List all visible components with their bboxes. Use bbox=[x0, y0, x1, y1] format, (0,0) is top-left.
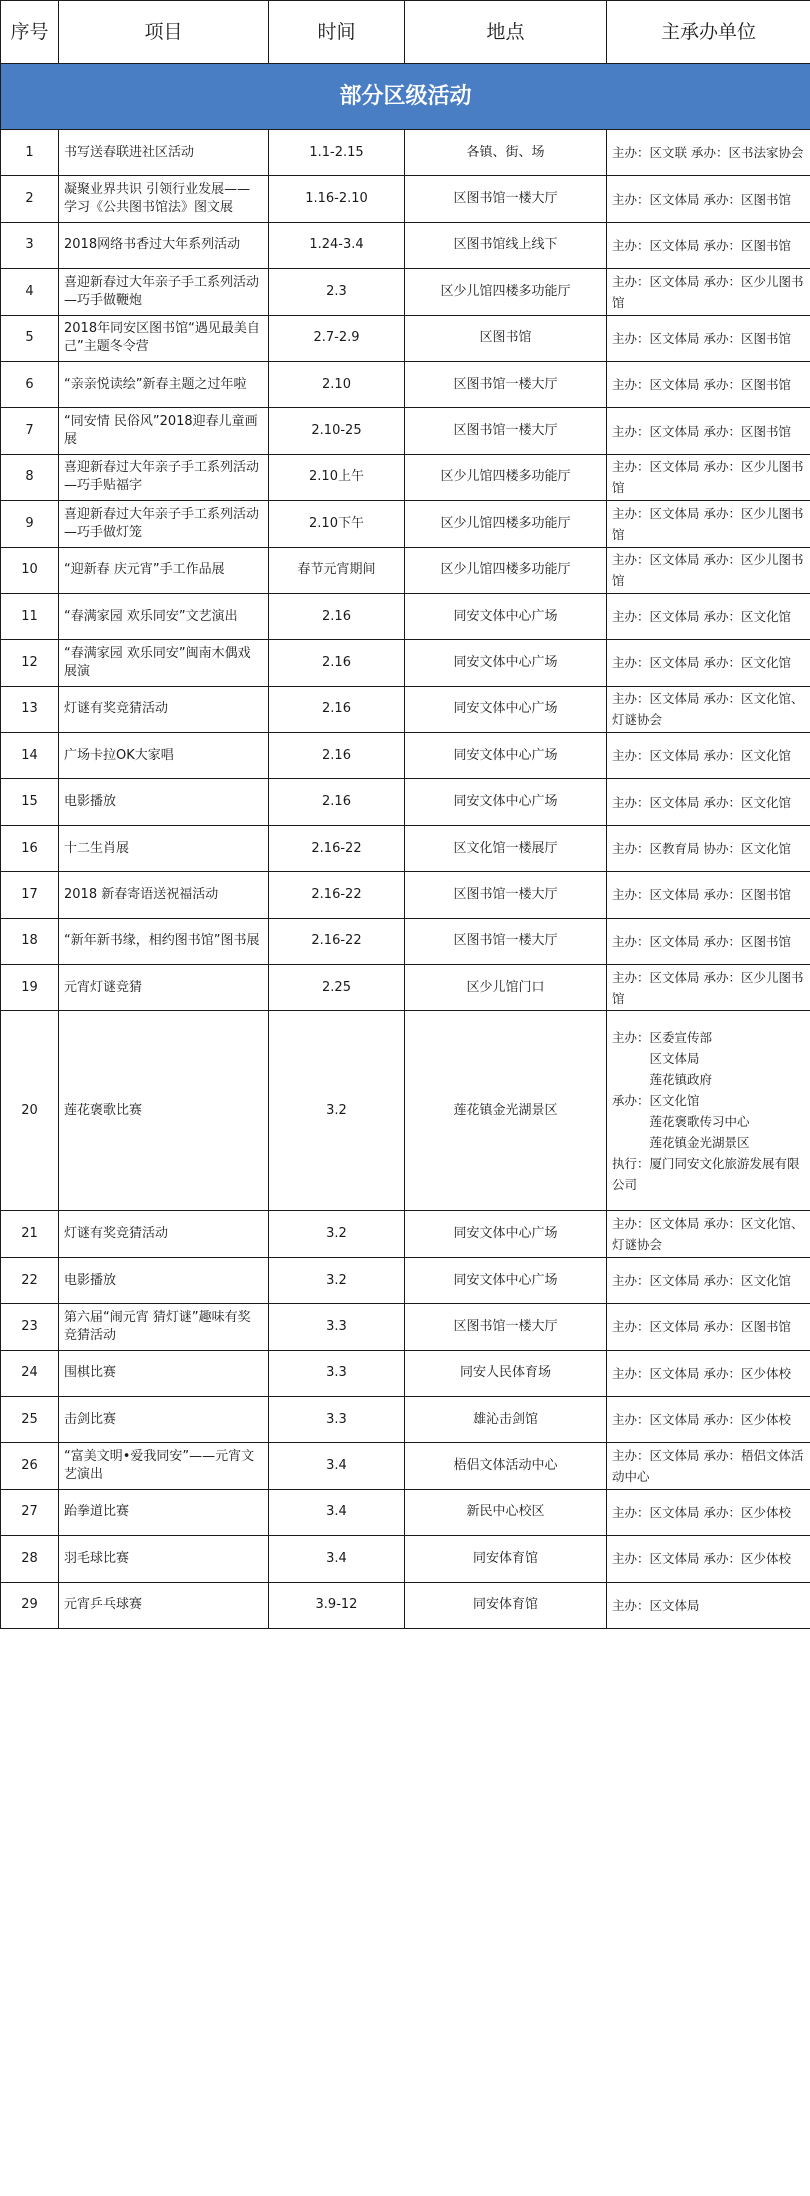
cell-org: 主办：区文体局 承办：区少儿图书馆 bbox=[607, 269, 810, 315]
cell-num: 25 bbox=[1, 1396, 59, 1442]
cell-org: 主办：区文体局 承办：区图书馆 bbox=[607, 176, 810, 222]
table-row bbox=[1, 408, 810, 454]
cell-org: 主办：区文体局 承办：区文化馆、灯谜协会 bbox=[607, 686, 810, 732]
table-row bbox=[1, 918, 810, 964]
cell-time: 2.7-2.9 bbox=[269, 315, 405, 361]
cell-time: 3.4 bbox=[269, 1489, 405, 1535]
cell-num: 18 bbox=[1, 918, 59, 964]
cell-place: 雄沁击剑馆 bbox=[405, 1396, 607, 1442]
header-place: 地点 bbox=[405, 1, 607, 64]
cell-item: 电影播放 bbox=[59, 779, 269, 825]
table-row bbox=[1, 1350, 810, 1396]
cell-num: 14 bbox=[1, 733, 59, 779]
cell-num: 8 bbox=[1, 454, 59, 500]
cell-org: 主办：区文体局 承办：区少儿图书馆 bbox=[607, 454, 810, 500]
cell-num: 6 bbox=[1, 361, 59, 407]
section-row bbox=[1, 64, 810, 130]
cell-num: 1 bbox=[1, 130, 59, 176]
table-row bbox=[1, 1011, 810, 1211]
cell-item: 喜迎新春过大年亲子手工系列活动—巧手做灯笼 bbox=[59, 501, 269, 547]
cell-time: 2.16 bbox=[269, 733, 405, 779]
cell-org: 主办：区文体局 承办：区文化馆、灯谜协会 bbox=[607, 1211, 810, 1257]
cell-org: 主办：区文体局 承办：区图书馆 bbox=[607, 222, 810, 268]
cell-item: 十二生肖展 bbox=[59, 825, 269, 871]
table-row bbox=[1, 1582, 810, 1628]
cell-item: 凝聚业界共识 引领行业发展——学习《公共图书馆法》图文展 bbox=[59, 176, 269, 222]
cell-item: “亲亲悦读绘”新春主题之过年啦 bbox=[59, 361, 269, 407]
table-row bbox=[1, 1443, 810, 1489]
cell-item: 灯谜有奖竞猜活动 bbox=[59, 1211, 269, 1257]
cell-place: 同安文体中心广场 bbox=[405, 593, 607, 639]
cell-item: 击剑比赛 bbox=[59, 1396, 269, 1442]
cell-place: 区少儿馆四楼多功能厅 bbox=[405, 547, 607, 593]
cell-place: 同安文体中心广场 bbox=[405, 779, 607, 825]
table-row bbox=[1, 222, 810, 268]
cell-num: 10 bbox=[1, 547, 59, 593]
table-row bbox=[1, 547, 810, 593]
cell-place: 同安文体中心广场 bbox=[405, 733, 607, 779]
table-row bbox=[1, 640, 810, 686]
cell-time: 3.3 bbox=[269, 1350, 405, 1396]
cell-place: 同安文体中心广场 bbox=[405, 1211, 607, 1257]
cell-num: 7 bbox=[1, 408, 59, 454]
cell-item: “春满家园 欢乐同安”闽南木偶戏展演 bbox=[59, 640, 269, 686]
cell-time: 3.3 bbox=[269, 1396, 405, 1442]
cell-org: 主办：区文体局 承办：区文化馆 bbox=[607, 640, 810, 686]
table-row bbox=[1, 1536, 810, 1582]
cell-item: 元宵乒乓球赛 bbox=[59, 1582, 269, 1628]
cell-org: 主办：区文体局 承办：区少体校 bbox=[607, 1489, 810, 1535]
cell-time: 1.24-3.4 bbox=[269, 222, 405, 268]
table-row bbox=[1, 1257, 810, 1303]
cell-num: 22 bbox=[1, 1257, 59, 1303]
cell-org: 主办：区文体局 承办：区文化馆 bbox=[607, 733, 810, 779]
cell-item: 喜迎新春过大年亲子手工系列活动—巧手做鞭炮 bbox=[59, 269, 269, 315]
cell-item: 跆拳道比赛 bbox=[59, 1489, 269, 1535]
table-row bbox=[1, 593, 810, 639]
table-row bbox=[1, 1489, 810, 1535]
cell-place: 区图书馆 bbox=[405, 315, 607, 361]
cell-time: 1.16-2.10 bbox=[269, 176, 405, 222]
cell-item: 2018年同安区图书馆“遇见最美自己”主题冬令营 bbox=[59, 315, 269, 361]
cell-place: 区少儿馆四楼多功能厅 bbox=[405, 269, 607, 315]
cell-org: 主办：区文体局 承办：区图书馆 bbox=[607, 872, 810, 918]
cell-time: 2.10-25 bbox=[269, 408, 405, 454]
cell-num: 4 bbox=[1, 269, 59, 315]
cell-num: 17 bbox=[1, 872, 59, 918]
cell-num: 9 bbox=[1, 501, 59, 547]
cell-item: 2018 新春寄语送祝福活动 bbox=[59, 872, 269, 918]
cell-time: 2.10下午 bbox=[269, 501, 405, 547]
header-item: 项目 bbox=[59, 1, 269, 64]
cell-num: 20 bbox=[1, 1011, 59, 1211]
cell-time: 2.16-22 bbox=[269, 918, 405, 964]
cell-item: “新年新书缘，相约图书馆”图书展 bbox=[59, 918, 269, 964]
cell-place: 区图书馆一楼大厅 bbox=[405, 918, 607, 964]
cell-org: 主办：区文体局 承办：区图书馆 bbox=[607, 1304, 810, 1350]
cell-time: 2.16-22 bbox=[269, 825, 405, 871]
cell-num: 27 bbox=[1, 1489, 59, 1535]
cell-org: 主办：区文体局 承办：区图书馆 bbox=[607, 361, 810, 407]
section-title: 部分区级活动 bbox=[1, 64, 810, 130]
cell-time: 2.16 bbox=[269, 593, 405, 639]
cell-place: 区图书馆一楼大厅 bbox=[405, 1304, 607, 1350]
cell-org: 主办：区文体局 承办：区少体校 bbox=[607, 1396, 810, 1442]
cell-time: 3.4 bbox=[269, 1536, 405, 1582]
cell-item: 书写送春联进社区活动 bbox=[59, 130, 269, 176]
cell-place: 同安文体中心广场 bbox=[405, 640, 607, 686]
table-row bbox=[1, 825, 810, 871]
cell-place: 区少儿馆四楼多功能厅 bbox=[405, 501, 607, 547]
cell-item: “同安情 民俗风”2018迎春儿童画展 bbox=[59, 408, 269, 454]
table-row bbox=[1, 361, 810, 407]
cell-time: 春节元宵期间 bbox=[269, 547, 405, 593]
cell-num: 13 bbox=[1, 686, 59, 732]
cell-place: 区图书馆一楼大厅 bbox=[405, 361, 607, 407]
cell-place: 莲花镇金光湖景区 bbox=[405, 1011, 607, 1211]
cell-org: 主办：区文联 承办：区书法家协会 bbox=[607, 130, 810, 176]
cell-time: 2.16 bbox=[269, 779, 405, 825]
table-row bbox=[1, 965, 810, 1011]
cell-num: 29 bbox=[1, 1582, 59, 1628]
table-row bbox=[1, 315, 810, 361]
table-row bbox=[1, 1211, 810, 1257]
cell-time: 3.3 bbox=[269, 1304, 405, 1350]
table-row bbox=[1, 176, 810, 222]
cell-org: 主办：区文体局 承办：梧侣文体活动中心 bbox=[607, 1443, 810, 1489]
cell-num: 12 bbox=[1, 640, 59, 686]
table-row bbox=[1, 269, 810, 315]
cell-item: 广场卡拉OK大家唱 bbox=[59, 733, 269, 779]
cell-time: 2.10上午 bbox=[269, 454, 405, 500]
cell-time: 2.3 bbox=[269, 269, 405, 315]
cell-item: “富美文明•爱我同安”——元宵文艺演出 bbox=[59, 1443, 269, 1489]
table-row bbox=[1, 1304, 810, 1350]
cell-place: 梧侣文体活动中心 bbox=[405, 1443, 607, 1489]
cell-place: 区图书馆一楼大厅 bbox=[405, 176, 607, 222]
cell-num: 3 bbox=[1, 222, 59, 268]
cell-org: 主办：区委宣传部 区文体局 莲花镇政府 承办：区文化馆 莲花褒歌传习中心 莲花镇金光湖景区 执行：厦门同安文化旅游发展有限公司 bbox=[607, 1011, 810, 1211]
cell-num: 11 bbox=[1, 593, 59, 639]
table-row bbox=[1, 779, 810, 825]
cell-num: 16 bbox=[1, 825, 59, 871]
cell-time: 2.16 bbox=[269, 640, 405, 686]
cell-org: 主办：区文体局 承办：区图书馆 bbox=[607, 408, 810, 454]
cell-org: 主办：区文体局 承办：区文化馆 bbox=[607, 593, 810, 639]
table-row bbox=[1, 872, 810, 918]
cell-item: 2018网络书香过大年系列活动 bbox=[59, 222, 269, 268]
cell-item: “迎新春 庆元宵”手工作品展 bbox=[59, 547, 269, 593]
cell-item: 元宵灯谜竞猜 bbox=[59, 965, 269, 1011]
cell-place: 同安人民体育场 bbox=[405, 1350, 607, 1396]
cell-org: 主办：区文体局 承办：区少儿图书馆 bbox=[607, 547, 810, 593]
header-time: 时间 bbox=[269, 1, 405, 64]
header-num: 序号 bbox=[1, 1, 59, 64]
cell-time: 3.4 bbox=[269, 1443, 405, 1489]
cell-place: 同安体育馆 bbox=[405, 1582, 607, 1628]
cell-place: 同安文体中心广场 bbox=[405, 686, 607, 732]
table-row bbox=[1, 130, 810, 176]
cell-time: 3.2 bbox=[269, 1211, 405, 1257]
cell-item: 羽毛球比赛 bbox=[59, 1536, 269, 1582]
cell-num: 24 bbox=[1, 1350, 59, 1396]
cell-num: 5 bbox=[1, 315, 59, 361]
cell-item: 灯谜有奖竞猜活动 bbox=[59, 686, 269, 732]
cell-place: 同安体育馆 bbox=[405, 1536, 607, 1582]
header-org: 主承办单位 bbox=[607, 1, 810, 64]
header-row bbox=[1, 1, 810, 64]
table-row bbox=[1, 454, 810, 500]
cell-item: 围棋比赛 bbox=[59, 1350, 269, 1396]
cell-item: 喜迎新春过大年亲子手工系列活动—巧手贴福字 bbox=[59, 454, 269, 500]
table-row bbox=[1, 501, 810, 547]
cell-place: 各镇、街、场 bbox=[405, 130, 607, 176]
cell-time: 2.25 bbox=[269, 965, 405, 1011]
cell-place: 区图书馆一楼大厅 bbox=[405, 408, 607, 454]
cell-item: 莲花褒歌比赛 bbox=[59, 1011, 269, 1211]
cell-place: 区文化馆一楼展厅 bbox=[405, 825, 607, 871]
cell-time: 2.10 bbox=[269, 361, 405, 407]
table-row bbox=[1, 1396, 810, 1442]
cell-org: 主办：区文体局 承办：区少体校 bbox=[607, 1536, 810, 1582]
cell-place: 区图书馆一楼大厅 bbox=[405, 872, 607, 918]
cell-item: “春满家园 欢乐同安”文艺演出 bbox=[59, 593, 269, 639]
cell-org: 主办：区文体局 bbox=[607, 1582, 810, 1628]
cell-time: 2.16 bbox=[269, 686, 405, 732]
cell-org: 主办：区文体局 承办：区图书馆 bbox=[607, 918, 810, 964]
cell-org: 主办：区文体局 承办：区文化馆 bbox=[607, 779, 810, 825]
cell-place: 区少儿馆四楼多功能厅 bbox=[405, 454, 607, 500]
cell-num: 26 bbox=[1, 1443, 59, 1489]
cell-num: 15 bbox=[1, 779, 59, 825]
cell-num: 2 bbox=[1, 176, 59, 222]
cell-num: 21 bbox=[1, 1211, 59, 1257]
cell-time: 3.2 bbox=[269, 1011, 405, 1211]
cell-time: 2.16-22 bbox=[269, 872, 405, 918]
cell-place: 区少儿馆门口 bbox=[405, 965, 607, 1011]
cell-org: 主办：区文体局 承办：区少体校 bbox=[607, 1350, 810, 1396]
cell-org: 主办：区文体局 承办：区少儿图书馆 bbox=[607, 965, 810, 1011]
cell-num: 23 bbox=[1, 1304, 59, 1350]
cell-org: 主办：区文体局 承办：区图书馆 bbox=[607, 315, 810, 361]
table-row bbox=[1, 686, 810, 732]
cell-item: 第六届“闹元宵 猜灯谜”趣味有奖竞猜活动 bbox=[59, 1304, 269, 1350]
cell-org: 主办：区文体局 承办：区少儿图书馆 bbox=[607, 501, 810, 547]
cell-place: 同安文体中心广场 bbox=[405, 1257, 607, 1303]
table-row bbox=[1, 733, 810, 779]
cell-place: 新民中心校区 bbox=[405, 1489, 607, 1535]
cell-num: 28 bbox=[1, 1536, 59, 1582]
cell-place: 区图书馆线上线下 bbox=[405, 222, 607, 268]
cell-org: 主办：区文体局 承办：区文化馆 bbox=[607, 1257, 810, 1303]
cell-time: 3.2 bbox=[269, 1257, 405, 1303]
cell-org: 主办：区教育局 协办：区文化馆 bbox=[607, 825, 810, 871]
cell-time: 1.1-2.15 bbox=[269, 130, 405, 176]
cell-item: 电影播放 bbox=[59, 1257, 269, 1303]
cell-num: 19 bbox=[1, 965, 59, 1011]
cell-time: 3.9-12 bbox=[269, 1582, 405, 1628]
